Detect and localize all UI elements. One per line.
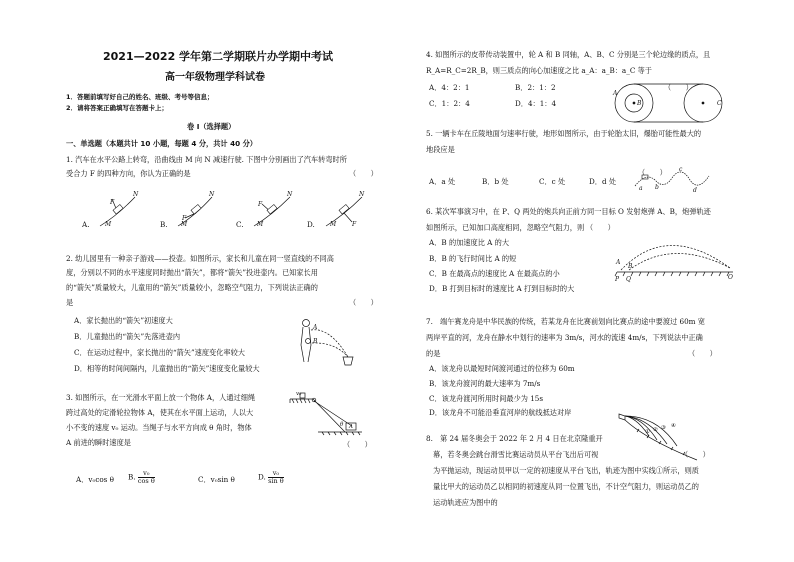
q8-diagram bbox=[397, 0, 794, 562]
q4-option-c: C．1：2：4 bbox=[429, 99, 470, 108]
q8-line-4: 量比甲大的运动员乙以相同的初速度从同一位置飞出，不计空气阻力，则运动员乙的 bbox=[433, 482, 699, 491]
q6-line-2: 如图所示，已知加口高度相同，忽略空气阻力，则 bbox=[426, 223, 585, 232]
q3-line-1: 3. 如图所示，在一光滑水平面上放一个物体 A，人通过细绳 bbox=[66, 393, 256, 402]
q6-label-p: P bbox=[615, 276, 620, 283]
q5-label-a: a bbox=[639, 185, 643, 192]
q1a-label-m: M bbox=[105, 221, 112, 228]
q6-option-c: C．B 在最高点的速度比 A 在最高点的小 bbox=[429, 269, 560, 278]
q1c-label-m: M bbox=[257, 221, 264, 228]
q2-bracket: （ ） bbox=[349, 298, 378, 307]
q4-line-2: R_A=R_C=2R_B，则三质点的向心加速度之比 a_A：a_B：a_C 等于 bbox=[426, 66, 652, 75]
q6-option-a: A．B 的加速度比 A 的大 bbox=[429, 238, 510, 247]
q5-label-d: d bbox=[693, 187, 697, 194]
q8-line-1: 8. 第 24 届冬奥会于 2022 年 2 月 4 日在北京隆重开 bbox=[426, 434, 603, 443]
q7-option-b: B．该龙舟渡河的最大速率为 7m/s bbox=[429, 379, 541, 388]
right-page bbox=[397, 0, 794, 562]
section-heading: 一、单选题（本题共计 10 小题，每题 4 分，共计 40 分） bbox=[66, 139, 257, 148]
q3-line-4: A 前进的瞬时速度是 bbox=[66, 438, 131, 447]
q1-line-2: 受合力 F 的四种方向，你认为正确的是 bbox=[66, 169, 191, 178]
q3-option-b-den: cos θ bbox=[137, 477, 155, 485]
q1-option-c: C. bbox=[236, 220, 244, 229]
q3-option-c: C．v₀sin θ bbox=[198, 475, 235, 484]
q2-label-a: A bbox=[313, 324, 318, 331]
exam-subtitle: 高一年级物理学科试卷 bbox=[165, 72, 265, 83]
q1a-label-f: F bbox=[110, 199, 115, 206]
q3-label-a: A bbox=[349, 424, 353, 430]
instruction-2: 2．请将答案正确填写在答题卡上； bbox=[66, 104, 169, 112]
q4-bracket: （ ） bbox=[664, 83, 693, 92]
q2-option-c: C．在运动过程中，家长抛出的“箭矢”速度变化率较大 bbox=[74, 348, 245, 357]
q5-line-1: 5. 一辆卡车在丘陵地面匀速率行驶，地形如图所示，由于轮胎太旧，爆胎可能性最大的 bbox=[426, 129, 702, 138]
q1-option-b: B. bbox=[160, 220, 168, 229]
q2-option-a: A．家长抛出的“箭矢”初速度大 bbox=[74, 316, 173, 325]
q1a-label-n: N bbox=[133, 191, 139, 198]
q5-option-c: C．c 处 bbox=[539, 177, 566, 186]
q3-option-d-label: D. bbox=[258, 472, 266, 482]
q6-label-b: B bbox=[628, 263, 633, 270]
q3-option-d-den: sin θ bbox=[268, 477, 284, 485]
q3-line-3: 小不变的速度 v₀ 运动。当绳子与水平方向成 θ 角时，物体 bbox=[66, 423, 252, 432]
q7-option-a: A．该龙舟以最短时间渡河通过的位移为 60m bbox=[429, 364, 575, 373]
q4-label-c: C bbox=[717, 100, 722, 107]
q5-label-c: c bbox=[679, 166, 683, 173]
q2-line-1: 2. 幼儿园里有一种亲子游戏——投壶。如图所示，家长和儿童在同一竖直线的不同高 bbox=[66, 254, 334, 263]
q8-line-3: 为平抛运动，现运动员甲以一定的初速度从平台飞出，轨迹为图中实线①所示，则质 bbox=[433, 466, 699, 475]
q4-line-1: 4. 如图所示的皮带传动装置中，轮 A 和 B 同轴，A、B、C 分别是三个轮边缘的质点，且 bbox=[426, 50, 711, 59]
q8-line-5: 运动轨迹应为图中的 bbox=[433, 498, 498, 507]
q3-option-b-fraction bbox=[138, 470, 155, 485]
q8-label-4: ④ bbox=[671, 423, 676, 429]
q3-label-theta: θ bbox=[340, 422, 344, 428]
q1b-label-f: F bbox=[182, 215, 187, 222]
q1d-label-n: N bbox=[359, 191, 365, 198]
q4-label-b: B bbox=[637, 100, 642, 107]
q2-label-b: B bbox=[313, 338, 318, 345]
q5-option-a: A．a 处 bbox=[429, 177, 456, 186]
q3-option-b bbox=[128, 470, 155, 485]
q7-bracket: （ ） bbox=[688, 349, 717, 358]
q7-line-3: 的是 bbox=[426, 349, 441, 358]
q6-line-1: 6. 某次军事演习中，在 P、Q 两处的炮兵向正前方同一目标 O 发射炮弹 A、B，炮弹轨迹 bbox=[426, 207, 711, 216]
q1-option-a: A. bbox=[82, 220, 90, 229]
q8-label-1: ① bbox=[645, 429, 650, 435]
q4-option-d: D．4：1：4 bbox=[515, 99, 557, 108]
q3-option-d bbox=[258, 470, 284, 485]
q5-option-b: B．b 处 bbox=[482, 177, 509, 186]
q5-line-2: 地段应是 bbox=[426, 145, 455, 154]
q3-option-d-num: v₀ bbox=[268, 470, 284, 478]
q3-option-d-fraction bbox=[268, 470, 284, 485]
q1-option-d: D. bbox=[307, 220, 315, 229]
volume-heading: 卷 I（选择题） bbox=[187, 122, 236, 131]
q2-option-d: D．相等的时间间隔内，儿童抛出的“箭矢”速度变化量较大 bbox=[74, 364, 260, 373]
exam-title: 2021—2022 学年第二学期联片办学期中考试 bbox=[103, 50, 334, 63]
q3-label-v0: v₀ bbox=[296, 391, 302, 397]
q3-option-b-num: v₀ bbox=[138, 470, 155, 478]
q1c-label-f: F bbox=[258, 201, 263, 208]
q7-line-1: 7. 端午赛龙舟是中华民族的传统，若某龙舟在比赛前划向比赛点的途中要渡过 60m 宽 bbox=[426, 317, 705, 326]
q3-option-a: A．v₀cos θ bbox=[76, 475, 114, 484]
q2-line-2: 度，分别以不同的水平速度同时抛出“箭矢”，都将“箭矢”投进壶内。已知家长用 bbox=[66, 268, 318, 277]
q7-option-c: C．该龙舟渡河所用时间最少为 15s bbox=[429, 394, 544, 403]
q3-line-2: 跨过高处的定滑轮拉物体 A，使其在水平面上运动，人以大 bbox=[66, 408, 254, 417]
q3-option-b-label: B. bbox=[128, 472, 136, 482]
q6-label-a: A bbox=[616, 259, 621, 266]
q8-label-2: ② bbox=[653, 427, 658, 433]
q1b-label-n: N bbox=[209, 191, 215, 198]
q1b-label-m: M bbox=[181, 221, 188, 228]
q7-line-2: 两岸平直的河，龙舟在静水中划行的速率为 3m/s，河水的流速 4m/s，下列说法中正确 bbox=[426, 333, 703, 342]
q4-option-a: A．4：2：1 bbox=[429, 83, 470, 92]
q1d-label-f: F bbox=[352, 221, 357, 228]
q1d-label-m: M bbox=[330, 221, 337, 228]
q1-line-1: 1. 汽车在水平公路上转弯，沿曲线由 M 向 N 减速行驶. 下图中分别画出了汽车转弯时所 bbox=[66, 155, 347, 164]
q5-option-d: D．d 处 bbox=[589, 177, 617, 186]
q2-line-3: 的“箭矢”质量较大，儿童用的“箭矢”质量较小，忽略空气阻力，下列说法正确的 bbox=[66, 283, 318, 292]
q6-bracket: （ ） bbox=[586, 223, 615, 232]
q6-option-d: D．B 打到目标时的速度比 A 打到目标时的大 bbox=[429, 284, 575, 293]
q2-option-b: B．儿童抛出的“箭矢”先落进壶内 bbox=[74, 332, 181, 341]
q8-label-3: ③ bbox=[661, 425, 666, 431]
q5-bracket: （ ） bbox=[638, 168, 667, 177]
q4-option-b: B．2：1：2 bbox=[515, 83, 556, 92]
q7-option-d: D．该龙舟不可能沿垂直河岸的航线抵达对岸 bbox=[429, 408, 572, 417]
q5-label-b: b bbox=[655, 184, 659, 191]
q8-bracket: （ ） bbox=[681, 450, 710, 459]
q2-line-4: 是 bbox=[66, 298, 74, 307]
q6-option-b: B．B 的飞行时间比 A 的短 bbox=[429, 254, 517, 263]
q8-line-2: 幕，若冬奥会跳台滑雪比赛运动员从平台飞出后可视 bbox=[433, 450, 599, 459]
q6-label-q: Q bbox=[626, 276, 631, 283]
instruction-1: 1．答题前填写好自己的姓名、班级、考号等信息； bbox=[66, 93, 214, 101]
q3-bracket: （ ） bbox=[343, 440, 372, 449]
q1-bracket: （ ） bbox=[349, 169, 378, 178]
q1c-label-n: N bbox=[287, 191, 293, 198]
q4-label-a: A bbox=[613, 90, 618, 97]
q6-label-o: O bbox=[728, 274, 733, 281]
